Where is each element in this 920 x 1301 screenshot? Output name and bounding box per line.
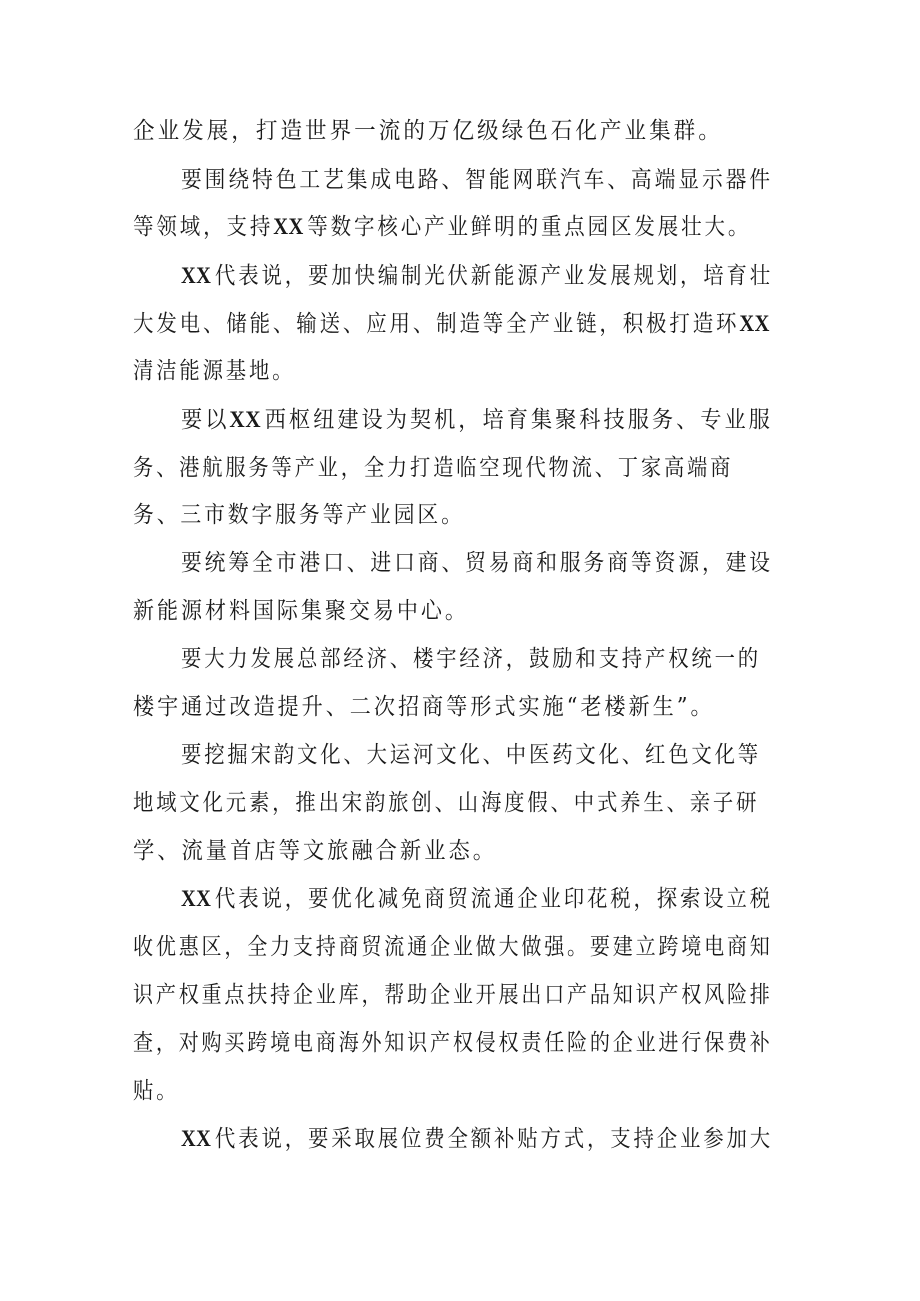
text-segment: 要大力发展总部经济、楼宇经济，鼓励和支持产权统一的 [181, 646, 762, 672]
text-segment: 要统筹全市港口、进口商、贸易商和服务商等资源，建设 [181, 550, 773, 576]
text-segment: 大发电、储能、输送、应用、制造等全产业链，积极打造环 [133, 311, 740, 337]
text-line [133, 691, 715, 723]
text-line [133, 1027, 773, 1059]
bold-text-segment: XX [181, 263, 212, 288]
text-segment: 企业发展，打造世界一流的万亿级绿色石化产业集群。 [133, 118, 723, 144]
text-segment: 查，对购买跨境电商海外知识产权侵权责任险的企业进行保费补 [133, 1030, 773, 1056]
text-line [133, 787, 759, 819]
text-line [133, 355, 295, 387]
text-segment: 要挖掘宋韵文化、大运河文化、中医药文化、红色文化等 [181, 742, 762, 768]
text-segment: 楼宇通过改造提升、二次招商等形式实施“老楼新生”。 [133, 694, 715, 720]
text-line [181, 883, 773, 915]
bold-text-segment: XX [181, 1126, 212, 1151]
text-segment: 新能源材料国际集聚交易中心。 [133, 598, 469, 624]
bold-text-segment: XX [739, 311, 770, 336]
text-segment: 学、流量首店等文旅融合新业态。 [133, 838, 497, 864]
text-line [133, 452, 733, 484]
bold-text-segment: XX [181, 886, 212, 911]
text-line [133, 1075, 179, 1107]
text-segment: 要以 [181, 407, 230, 433]
bold-text-segment: XX [273, 214, 304, 239]
text-line [133, 835, 497, 867]
text-segment: 代表说，要采取展位费全额补贴方式，支持企业参加大 [214, 1126, 774, 1152]
text-line [133, 979, 773, 1011]
text-segment: 代表说，要优化减免商贸流通企业印花税，探索设立税 [214, 886, 774, 912]
text-segment: 代表说，要加快编制光伏新能源产业发展规划，培育壮 [214, 263, 774, 289]
text-segment: 地域文化元素，推出宋韵旅创、山海度假、中式养生、亲子研 [133, 790, 760, 816]
text-line [133, 115, 723, 147]
text-segment: 清洁能源基地。 [133, 358, 296, 384]
text-line [181, 643, 761, 675]
text-line [181, 547, 773, 579]
text-line [133, 499, 465, 531]
text-segment: 识产权重点扶持企业库，帮助企业开展出口产品知识产权风险排 [133, 982, 773, 1008]
text-segment: 收优惠区，全力支持商贸流通企业做大做强。要建立跨境电商知 [133, 934, 773, 960]
text-segment: 务、港航服务等产业，全力打造临空现代物流、丁家高端商 [133, 455, 734, 481]
text-line [181, 739, 761, 771]
text-line [133, 931, 773, 963]
text-line [181, 260, 773, 292]
text-segment: 要围绕特色工艺集成电路、智能网联汽车、高端显示器件 [181, 167, 773, 193]
text-line [133, 211, 751, 243]
text-segment: 等数字核心产业鲜明的重点园区发展壮大。 [307, 214, 752, 240]
text-segment: 等领域，支持 [133, 214, 274, 240]
text-segment: 贴。 [133, 1078, 180, 1104]
text-line [133, 595, 469, 627]
text-line [181, 404, 773, 436]
text-segment: 西枢纽建设为契机，培育集聚科技服务、专业服 [264, 407, 773, 433]
text-line [133, 308, 773, 340]
bold-text-segment: XX [229, 407, 262, 432]
text-segment: 务、三市数字服务等产业园区。 [133, 502, 465, 528]
text-line [181, 164, 773, 196]
text-line [181, 1123, 773, 1155]
